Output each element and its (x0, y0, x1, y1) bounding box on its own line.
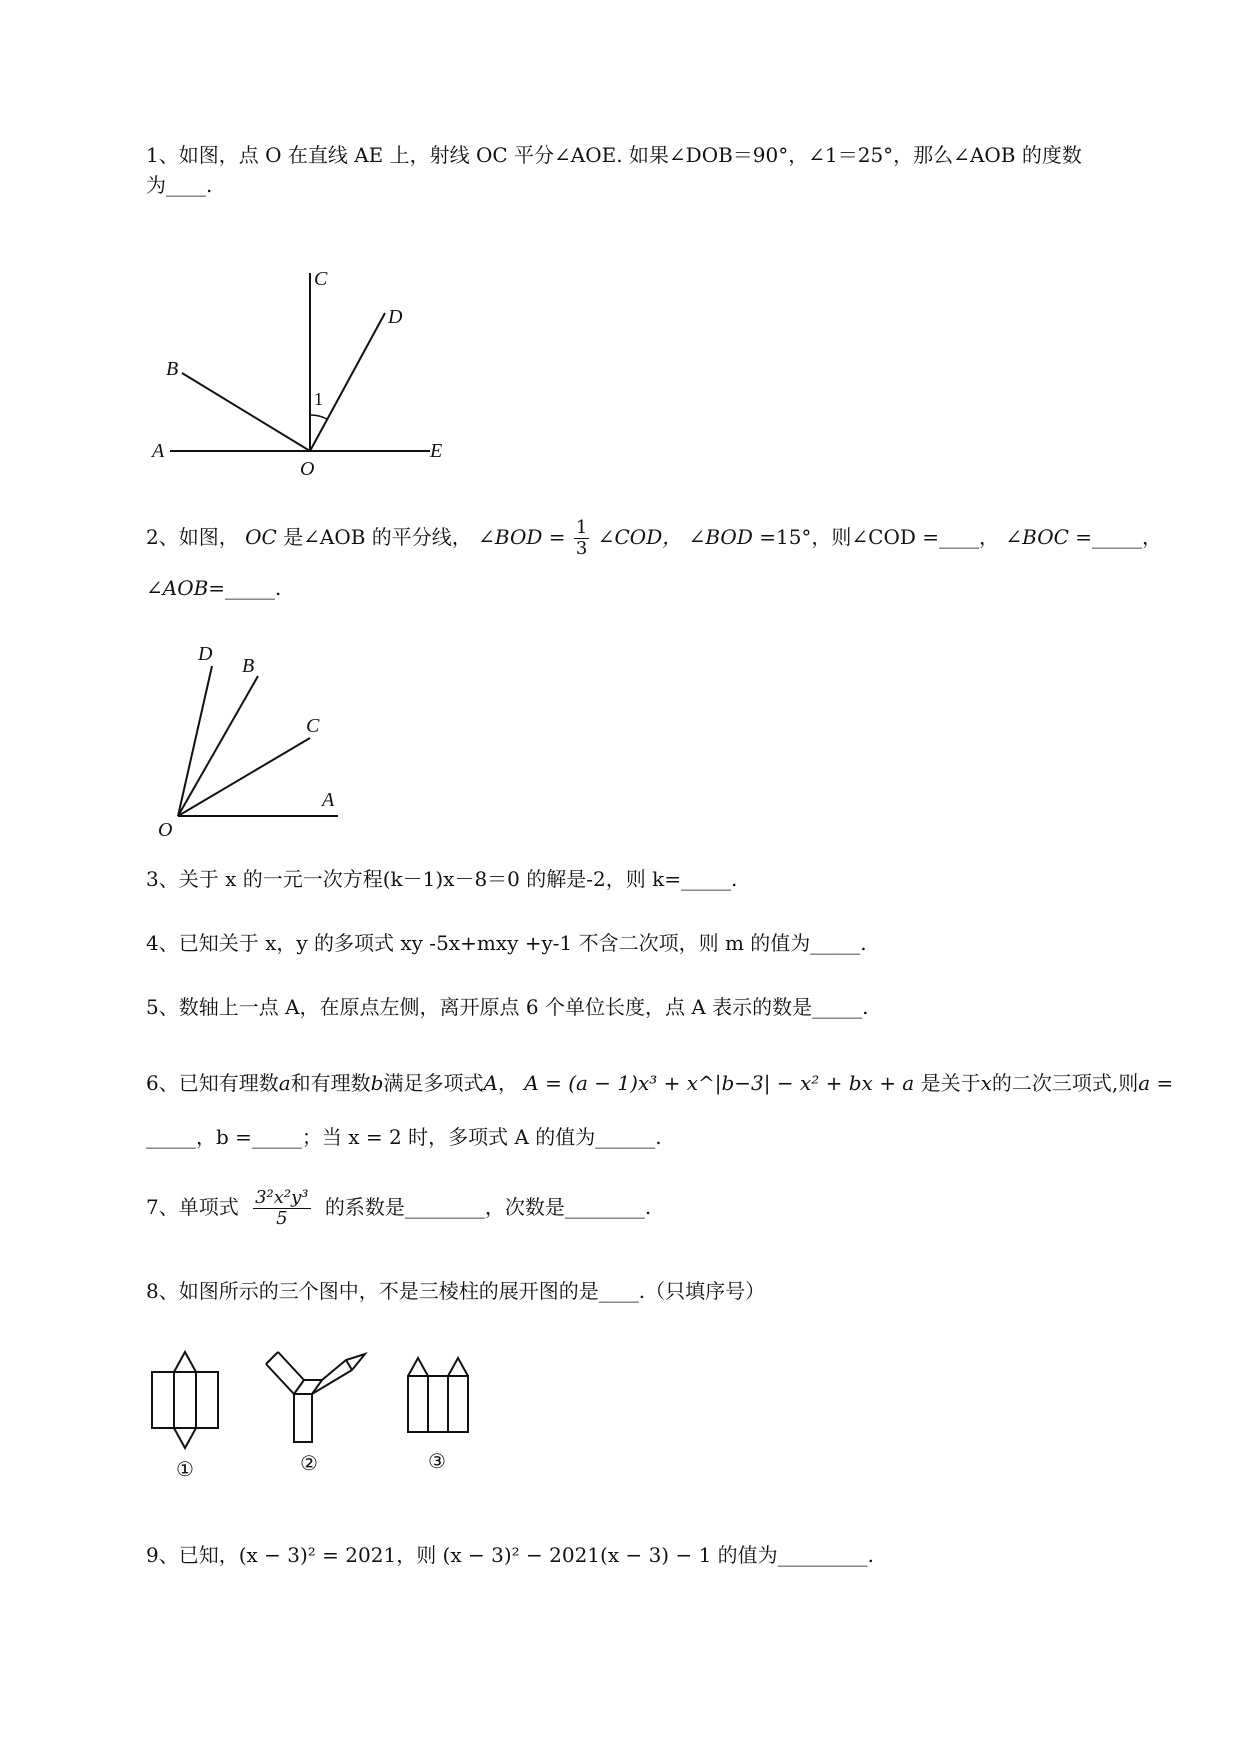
label-1: 1 (314, 389, 323, 409)
question-1-line-2: 为____. (146, 173, 213, 197)
figure-angle-aoe (140, 235, 480, 475)
question-8: 8、如图所示的三个图中，不是三棱柱的展开图的是____.（只填序号） (146, 1279, 766, 1303)
question-6-line-1: 6、已知有理数a和有理数b满足多项式A， A = (a − 1)x³ + x^|b−3| − x² + bx + a 是关于x的二次三项式,则a = (146, 1071, 1174, 1095)
net-2 (266, 1352, 365, 1475)
label-e: E (430, 440, 443, 462)
monomial-fraction: $\frac{\text{3²x²y³}}{5}$ (255, 1187, 309, 1229)
net-3 (408, 1358, 468, 1473)
label-a: A (322, 789, 335, 811)
label-net-3: ③ (428, 1449, 446, 1473)
figure-angle-bisector (150, 640, 370, 840)
label-b: B (166, 358, 179, 380)
net-1 (152, 1352, 218, 1481)
fraction-one-third: $\frac{1}{3}$ (575, 517, 588, 559)
question-5: 5、数轴上一点 A，在原点左侧，离开原点 6 个单位长度，点 A 表示的数是_____. (146, 995, 869, 1019)
label-b: B (242, 655, 255, 677)
label-c: C (306, 715, 320, 737)
question-1-line-1: 1、如图，点 O 在直线 AE 上，射线 OC 平分∠AOE. 如果∠DOB＝90°，∠1＝25°，那么∠AOB 的度数 (146, 143, 1082, 167)
question-2-line-1: 2、如图， OC 是∠AOB 的平分线， ∠BOD = $\frac{1}{3}$ ∠COD， ∠BOD =15°，则∠COD =____， ∠BOC =_____， (146, 517, 1163, 559)
label-net-1: ① (176, 1457, 194, 1481)
question-3: 3、关于 x 的一元一次方程(k－1)x－8＝0 的解是-2，则 k=_____. (146, 867, 738, 891)
question-9: 9、已知，(x − 3)² = 2021，则 (x − 3)² − 2021(x − 3) − 1 的值为_________. (146, 1543, 875, 1567)
question-2-line-2: ∠AOB=_____. (146, 576, 282, 600)
question-4: 4、已知关于 x，y 的多项式 xy -5x+mxy +y-1 不含二次项，则 m 的值为_____. (146, 931, 867, 955)
polynomial-expression: A = (a − 1)x³ + x^|b−3| − x² + bx + a (524, 1071, 915, 1095)
label-d: D (388, 306, 403, 328)
label-net-2: ② (300, 1451, 318, 1475)
label-o: O (300, 458, 315, 475)
question-1 (146, 140, 1156, 200)
question-6-line-2: _____，b =_____；当 x = 2 时，多项式 A 的值为______. (146, 1125, 662, 1149)
label-a: A (152, 440, 165, 462)
label-d: D (198, 643, 213, 665)
question-7: 7、单项式 $\frac{\text{3²x²y³}}{5}$ 的系数是________，次数是________. (146, 1187, 652, 1229)
label-o: O (158, 819, 173, 840)
label-c: C (314, 268, 328, 290)
figure-prism-nets (140, 1340, 480, 1490)
question-2 (146, 517, 1163, 603)
question-6 (146, 1068, 1174, 1152)
